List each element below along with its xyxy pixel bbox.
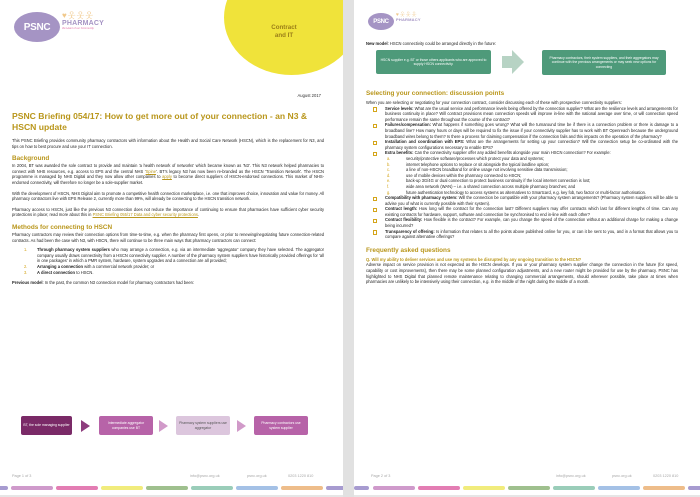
page2-content — [366, 90, 678, 285]
square-bullet-icon — [373, 230, 377, 234]
footer-website: psnc.org.uk — [247, 474, 267, 478]
pharmacy-wordmark: PHARMACY — [396, 17, 421, 22]
family-figures-icon: ♥웃웃웃 — [62, 11, 94, 20]
psnc-pharmacy-logo — [14, 12, 104, 42]
footer-phone: 0203 1220 810 — [653, 474, 679, 478]
list-item: Installation and coordination with EPS: What are the arrangements for setting up your connection? Will the connection setup be co-ordinated with the pharmacy system configurations necessary to enable EPS? — [366, 139, 678, 150]
document-page-2 — [354, 0, 700, 495]
list-item: Compatibility with pharmacy system: Will the connection be compatible with your pharmacy system arrangements? (Pharmacy system suppliers will be able to advise you of what is currently possible with their system). — [366, 195, 678, 206]
psnc-logo-oval: PSNC — [14, 12, 60, 42]
square-bullet-icon — [373, 124, 377, 128]
flow-box-system-suppliers: Pharmacy system suppliers use aggregator — [176, 416, 230, 435]
list-item: 3. A direct connection to HSCN. — [24, 269, 94, 275]
methods-intro: Pharmacy contractors may review their connection options from time-to-time, e.g. when the pharmacy first opens, or prior to renewing/negotiating future connection-related contracts. As had been the case with N3, with HSCN, there will continue to be three main ways that pharmacy contractors can connect: — [12, 231, 324, 243]
methods-heading: Methods for connecting to HSCN — [12, 223, 113, 231]
list-item: b. internet telephone options to replace or sit alongside the typical landline option; — [387, 161, 550, 167]
flow-arrow-icon — [159, 420, 168, 432]
list-item: d. use of mobile devices within the pharmacy connected to HSCN; — [387, 172, 522, 178]
page-number: Page 2 of 3 — [371, 474, 391, 478]
spine-link[interactable]: Spine — [145, 168, 157, 174]
list-item: g. future authentication technology to access systems as alternatives to Smartcard, e.g. key fob, two factor or multi-factor authorisation. — [387, 189, 647, 195]
list-item: Service levels: What are the usual service and performance levels being offered by the connection supplier? What are the resilience levels and arrangements for business continuity in place? Will contract provisions mean connection speeds will improve in-line with the national average over time, or will connection speed performance remain the same throughout the course of the contract? — [366, 106, 678, 123]
list-item: a. security/protective software/processes which protect your data and systems; — [387, 155, 545, 161]
document-page-1 — [0, 0, 343, 495]
square-bullet-icon — [373, 107, 377, 111]
previous-model-caption: Previous model: In the past, the common N3 connection model for pharmacy contractors had been: — [12, 280, 195, 286]
faq-answer: Adverse impact on service provision is not expected as the HSCN develops. If you or your pharmacy system supplier change the connection in the future (for speed, capability or cost improvements), then there may be some planned configuration adjustments, and a new router might be provided for use by the pharmacy. PSNC has highlighted to NHS Digital that planned remote maintenance relating to changing commercial arrangements, should wherever possible, take place at times when pharmacies are unlikely to be intensively using their connection, e.g. in the middle of the night during the middle of a month. — [366, 262, 678, 285]
flow-box-contractors-options: Pharmacy contractors, their system suppliers, and their aggregators may continue with the previous arrangements or may seek new options for connecting — [542, 50, 666, 75]
psnc-logo-oval: PSNC — [368, 13, 394, 30]
extra-benefits-list — [366, 156, 678, 195]
flow-box-hscn-supplier: HSCN supplier e.g. BT or those others applicants who are approved to supply HSCN connectivity. — [376, 50, 491, 74]
list-item: Contract flexibility: How flexible is the contract? For example, can you change the speed of the connection without an additional charge for making a change being incurred? — [366, 217, 678, 228]
flow-box-contractors: Pharmacy contractors use system supplier — [254, 416, 308, 435]
footer-phone: 0203 1220 810 — [288, 474, 314, 478]
flow-box-bt: BT, the sole managing supplier — [21, 416, 72, 435]
list-item: f. wide area network (WAN) – i.e. a shared connection across multiple pharmacy branches; and — [387, 183, 576, 189]
list-item: Extra benefits: Can the connectivity supplier offer any added benefits alongside your main HSCN connection? For example: a. security/protective software/processes which protect your data and systems; b. internet telephone options to replace or sit alongside the typical landline option; c. a line of non-HSCN broadband for online usage not involving sensitive data transmission; d. use of mobile devices within the pharmacy connected to HSCN; e. back-up 3G/4G or dual connection to protect business continuity if the local internet connection is lost; f. wide area network (WAN) – i.e. a shared connection across multiple pharmacy branches; and g. future authentication technology to access systems as alternatives to Smartcard, e.g. key fob, two factor or multi-factor authorisation. — [366, 150, 678, 195]
background-paragraph-3: Pharmacy access to HSCN, just like the previous N3 connection does not reduce the importance of continuing to ensure that pharmacies have sufficient cyber security protections in place; read more about this in PSNC Briefing 055/17 Data and cyber security protections. — [12, 206, 324, 218]
flow-arrow-icon — [502, 50, 520, 74]
list-item: Contract length: How long will the contract for the connection last? Different suppliers may offer contracts which last for different lengths of time. Can any existing contracts for hardware, support, software and connection be synchronised to end in-line with each other? — [366, 206, 678, 217]
publication-date: August 2017 — [297, 93, 321, 98]
background-paragraph-1: In 2004, BT was awarded the sole contract to provide and maintain 'a health network of networks' which became known as 'N3'. This N3 network helped pharmacies to connect with NHS resources, e.g. access to EPS and the central NHS 'Spine'. BT's legacy N3 has now been re-branded as the HSCN 'Transition Network'. The HSCN programme is managed by NHS Digital and they now allow other companies to apply to become direct suppliers of HSCN-endorsed connections. This market of NHS-endorsed connectivity, will therefore no longer be a sole-supplier market. — [12, 163, 324, 185]
square-bullet-icon — [373, 141, 377, 145]
square-bullet-icon — [373, 219, 377, 223]
list-item: Transparency of offering: Is information that relates to all the points above published online for you, or can it be sent to you, and in a format that allows you to compare against alternative offerings? — [366, 229, 678, 240]
methods-list — [12, 247, 324, 275]
faq-heading: Frequently asked questions — [366, 246, 451, 254]
pharmacy-wordmark: PHARMACY — [62, 20, 105, 27]
briefing-title: PSNC Briefing 054/17: How to get more out of your connection - an N3 & HSCN update — [12, 111, 308, 132]
page1-content — [12, 111, 324, 286]
faq-question: Q. Will my ability to deliver services and use my systems be disrupted by any ongoing transition to the HSCN? — [366, 256, 582, 262]
psnc-pharmacy-logo — [368, 13, 421, 30]
selecting-intro: When you are selecting or negotiating for your connection contract, consider discussing each of these with prospective connectivity suppliers: — [366, 100, 622, 105]
flow-arrow-icon — [237, 420, 246, 432]
flow-arrow-icon — [81, 420, 90, 432]
flow-box-aggregator: Intermediate aggregator companies use BT — [99, 416, 153, 435]
selecting-heading: Selecting your connection: discussion points — [366, 90, 505, 97]
footer-email: info@psnc.org.uk — [556, 474, 586, 478]
list-item: 2. Arranging a connection with a commercial network provider; or — [24, 263, 155, 269]
square-bullet-icon — [373, 208, 377, 212]
page-gutter — [343, 0, 354, 497]
intro-paragraph: This PSNC Briefing provides community pharmacy contractors with information about the Health and Social Care Network (HSCN), which is the replacement for N3, and tips on how to best procure and use your IT connection. — [12, 138, 324, 149]
cyber-security-briefing-link[interactable]: PSNC Briefing 055/17 Data and cyber security protections — [92, 212, 198, 218]
discussion-points-list — [366, 106, 678, 240]
list-item: e. back-up 3G/4G or dual connection to protect business continuity if the local internet connection is lost; — [387, 178, 591, 184]
background-heading: Background — [12, 155, 50, 163]
logo-tagline: the Heart of our Community — [62, 27, 94, 30]
category-label: Contract and IT — [271, 24, 297, 39]
apply-link[interactable]: apply — [162, 174, 172, 180]
family-figures-icon: ♥웃웃웃 — [396, 12, 418, 18]
list-item: c. a line of non-HSCN broadband for online usage not involving sensitive data transmission; — [387, 167, 568, 173]
list-item: 1. Through pharmacy system suppliers who may arrange a connection, e.g. via an intermediate 'aggregator' company they have selected. The aggregator company usually draws connectivity from a HSCN connectivity supplier. A number of the pharmacy system suppliers have historically provided offerings for 'all in one packages' in which a PMR system, hardware, system upgrades and a connection are all provided; — [24, 247, 324, 264]
page-number: Page 1 of 3 — [12, 474, 32, 478]
background-paragraph-2: With the development of HSCN, NHS Digital aim to promote a competitive health connection marketplace, i.e. one that improves choice, innovation and value for money. All pharmacy contractors live with EPS Release 2, currently more than 99%, will already be connecting to the HSCN transition network. — [12, 190, 324, 202]
list-item: Failures/compensation: What happens if something goes wrong? What will the turnaround time be if there is a connection problem or there is damage to a broadband line? How many hours or days will be required to fix the issue if your connectivity supplier has to work with BT Openreach because the underground broadband wires belong to them? Is there a process for claiming compensation if the connection fails and this impacts on the operation of the pharmacy? — [366, 122, 678, 139]
footer-email: info@psnc.org.uk — [190, 474, 220, 478]
footer-website: psnc.org.uk — [612, 474, 632, 478]
square-bullet-icon — [373, 197, 377, 201]
new-model-caption: New model: HSCN connectivity could be arranged directly in the future: — [366, 41, 497, 46]
